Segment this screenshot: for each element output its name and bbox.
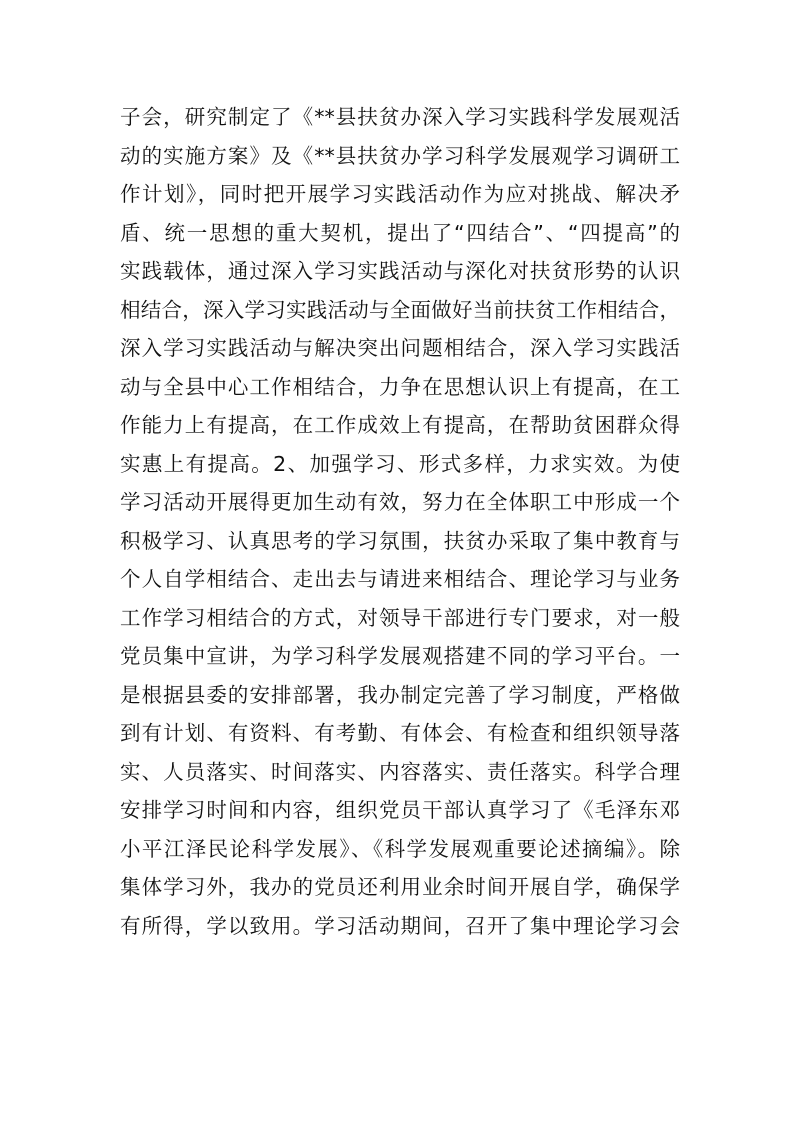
text-line: 工作学习相结合的方式，对领导干部进行专门要求，对一般 [120,605,680,630]
text-line: 实、人员落实、时间落实、内容落实、责任落实。科学合理 [120,759,680,784]
text-line: 到有计划、有资料、有考勤、有体会、有检查和组织领导落 [120,721,680,745]
text-line: 积极学习、认真思考的学习氛围，扶贫办采取了集中教育与 [120,528,680,553]
text-line: 安排学习时间和内容，组织党员干部认真学习了《毛泽东邓 [120,798,680,822]
text-line: 是根据县委的安排部署，我办制定完善了学习制度，严格做 [120,682,680,707]
text-line: 作计划》，同时把开展学习实践活动作为应对挑战、解决矛 [120,182,680,206]
text-line: 盾、统一思想的重大契机，提出了“四结合”、“四提高”的 [120,220,680,245]
text-line: 个人自学相结合、走出去与请进来相结合、理论学习与业务 [120,567,680,591]
body-paragraph [120,98,680,945]
text-line: 实惠上有提高。2、加强学习、形式多样，力求实效。为使 [120,451,680,476]
text-line: 有所得，学以致用。学习活动期间，召开了集中理论学习会 [120,913,680,938]
text-line: 小平江泽民论科学发展》、《科学发展观重要论述摘编》。除 [120,836,680,861]
text-line: 相结合，深入学习实践活动与全面做好当前扶贫工作相结合， [120,297,680,322]
text-line: 动的实施方案》及《**县扶贫办学习科学发展观学习调研工 [120,143,680,168]
text-line: 子会，研究制定了《**县扶贫办深入学习实践科学发展观活 [120,105,680,129]
text-line: 学习活动开展得更加生动有效，努力在全体职工中形成一个 [120,490,680,514]
text-line: 实践载体，通过深入学习实践活动与深化对扶贫形势的认识 [120,259,680,283]
text-line: 党员集中宣讲，为学习科学发展观搭建不同的学习平台。一 [120,644,680,668]
text-line: 动与全县中心工作相结合，力争在思想认识上有提高，在工 [120,374,680,399]
text-line: 深入学习实践活动与解决突出问题相结合，深入学习实践活 [120,336,680,360]
text-line: 集体学习外，我办的党员还利用业余时间开展自学，确保学 [120,875,680,899]
text-line: 作能力上有提高，在工作成效上有提高，在帮助贫困群众得 [120,413,680,437]
